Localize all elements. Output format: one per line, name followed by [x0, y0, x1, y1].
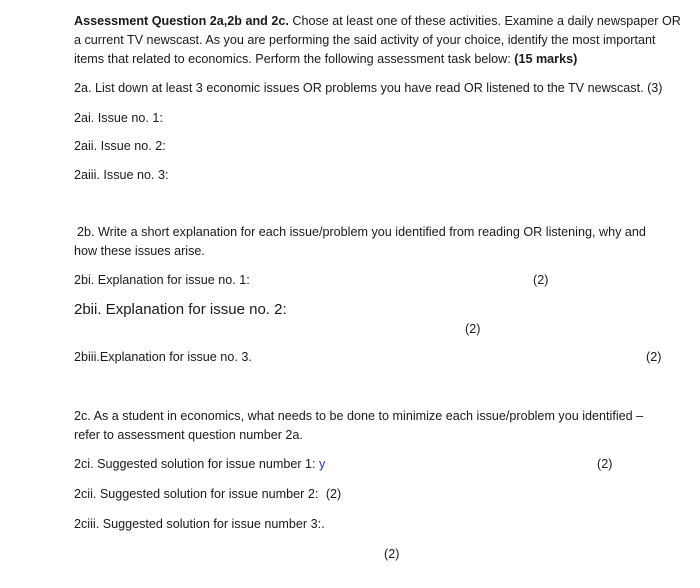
explanation-3-marks: (2)	[646, 350, 662, 364]
question-2a-prompt: 2a. List down at least 3 economic issues OR problems you have read OR listened to the TV newscast. (3)	[74, 81, 663, 95]
solution-3-marks: (2)	[384, 547, 400, 561]
explanation-2-marks: (2)	[465, 322, 481, 336]
solution-1-label: 2ci. Suggested solution for issue number 1:	[74, 457, 316, 471]
solution-3-label: 2ciii. Suggested solution for issue number 3:.	[74, 517, 325, 531]
explanation-3-label: 2biii.Explanation for issue no. 3.	[74, 350, 252, 364]
intro-paragraph	[74, 12, 684, 69]
solution-1-marks: (2)	[597, 457, 613, 471]
explanation-2-label: 2bii. Explanation for issue no. 2:	[74, 301, 287, 318]
explanation-1-marks: (2)	[533, 273, 549, 287]
explanation-1-label: 2bi. Explanation for issue no. 1:	[74, 273, 250, 287]
issue-3-label: 2aiii. Issue no. 3:	[74, 168, 169, 182]
solution-1-row	[74, 455, 325, 474]
assessment-heading: Assessment Question 2a,2b and 2c.	[74, 14, 289, 28]
issue-2-label: 2aii. Issue no. 2:	[74, 139, 166, 153]
intro-body: Chose at least one of these activities. Examine a daily newspaper OR a current TV newscast. As you are performing the said activity of your choice, identify the most important items that related to economics. Perform the following assessment task below:	[74, 14, 681, 66]
solution-2-marks: (2)	[325, 487, 342, 501]
question-2b-prompt-line2: how these issues arise.	[74, 244, 205, 258]
question-2c-prompt-line2: refer to assessment question number 2a.	[74, 428, 303, 442]
solution-2-row	[74, 485, 341, 504]
question-2b-prompt-line1: 2b. Write a short explanation for each issue/problem you identified from reading OR listening, why and	[77, 225, 646, 239]
issue-1-label: 2ai. Issue no. 1:	[74, 111, 163, 125]
question-2c-prompt-line1: 2c. As a student in economics, what needs to be done to minimize each issue/problem you identified –	[74, 409, 644, 423]
solution-1-answer: y	[319, 457, 326, 471]
solution-2-label: 2cii. Suggested solution for issue number 2:	[74, 487, 319, 501]
total-marks: (15 marks)	[514, 52, 578, 66]
